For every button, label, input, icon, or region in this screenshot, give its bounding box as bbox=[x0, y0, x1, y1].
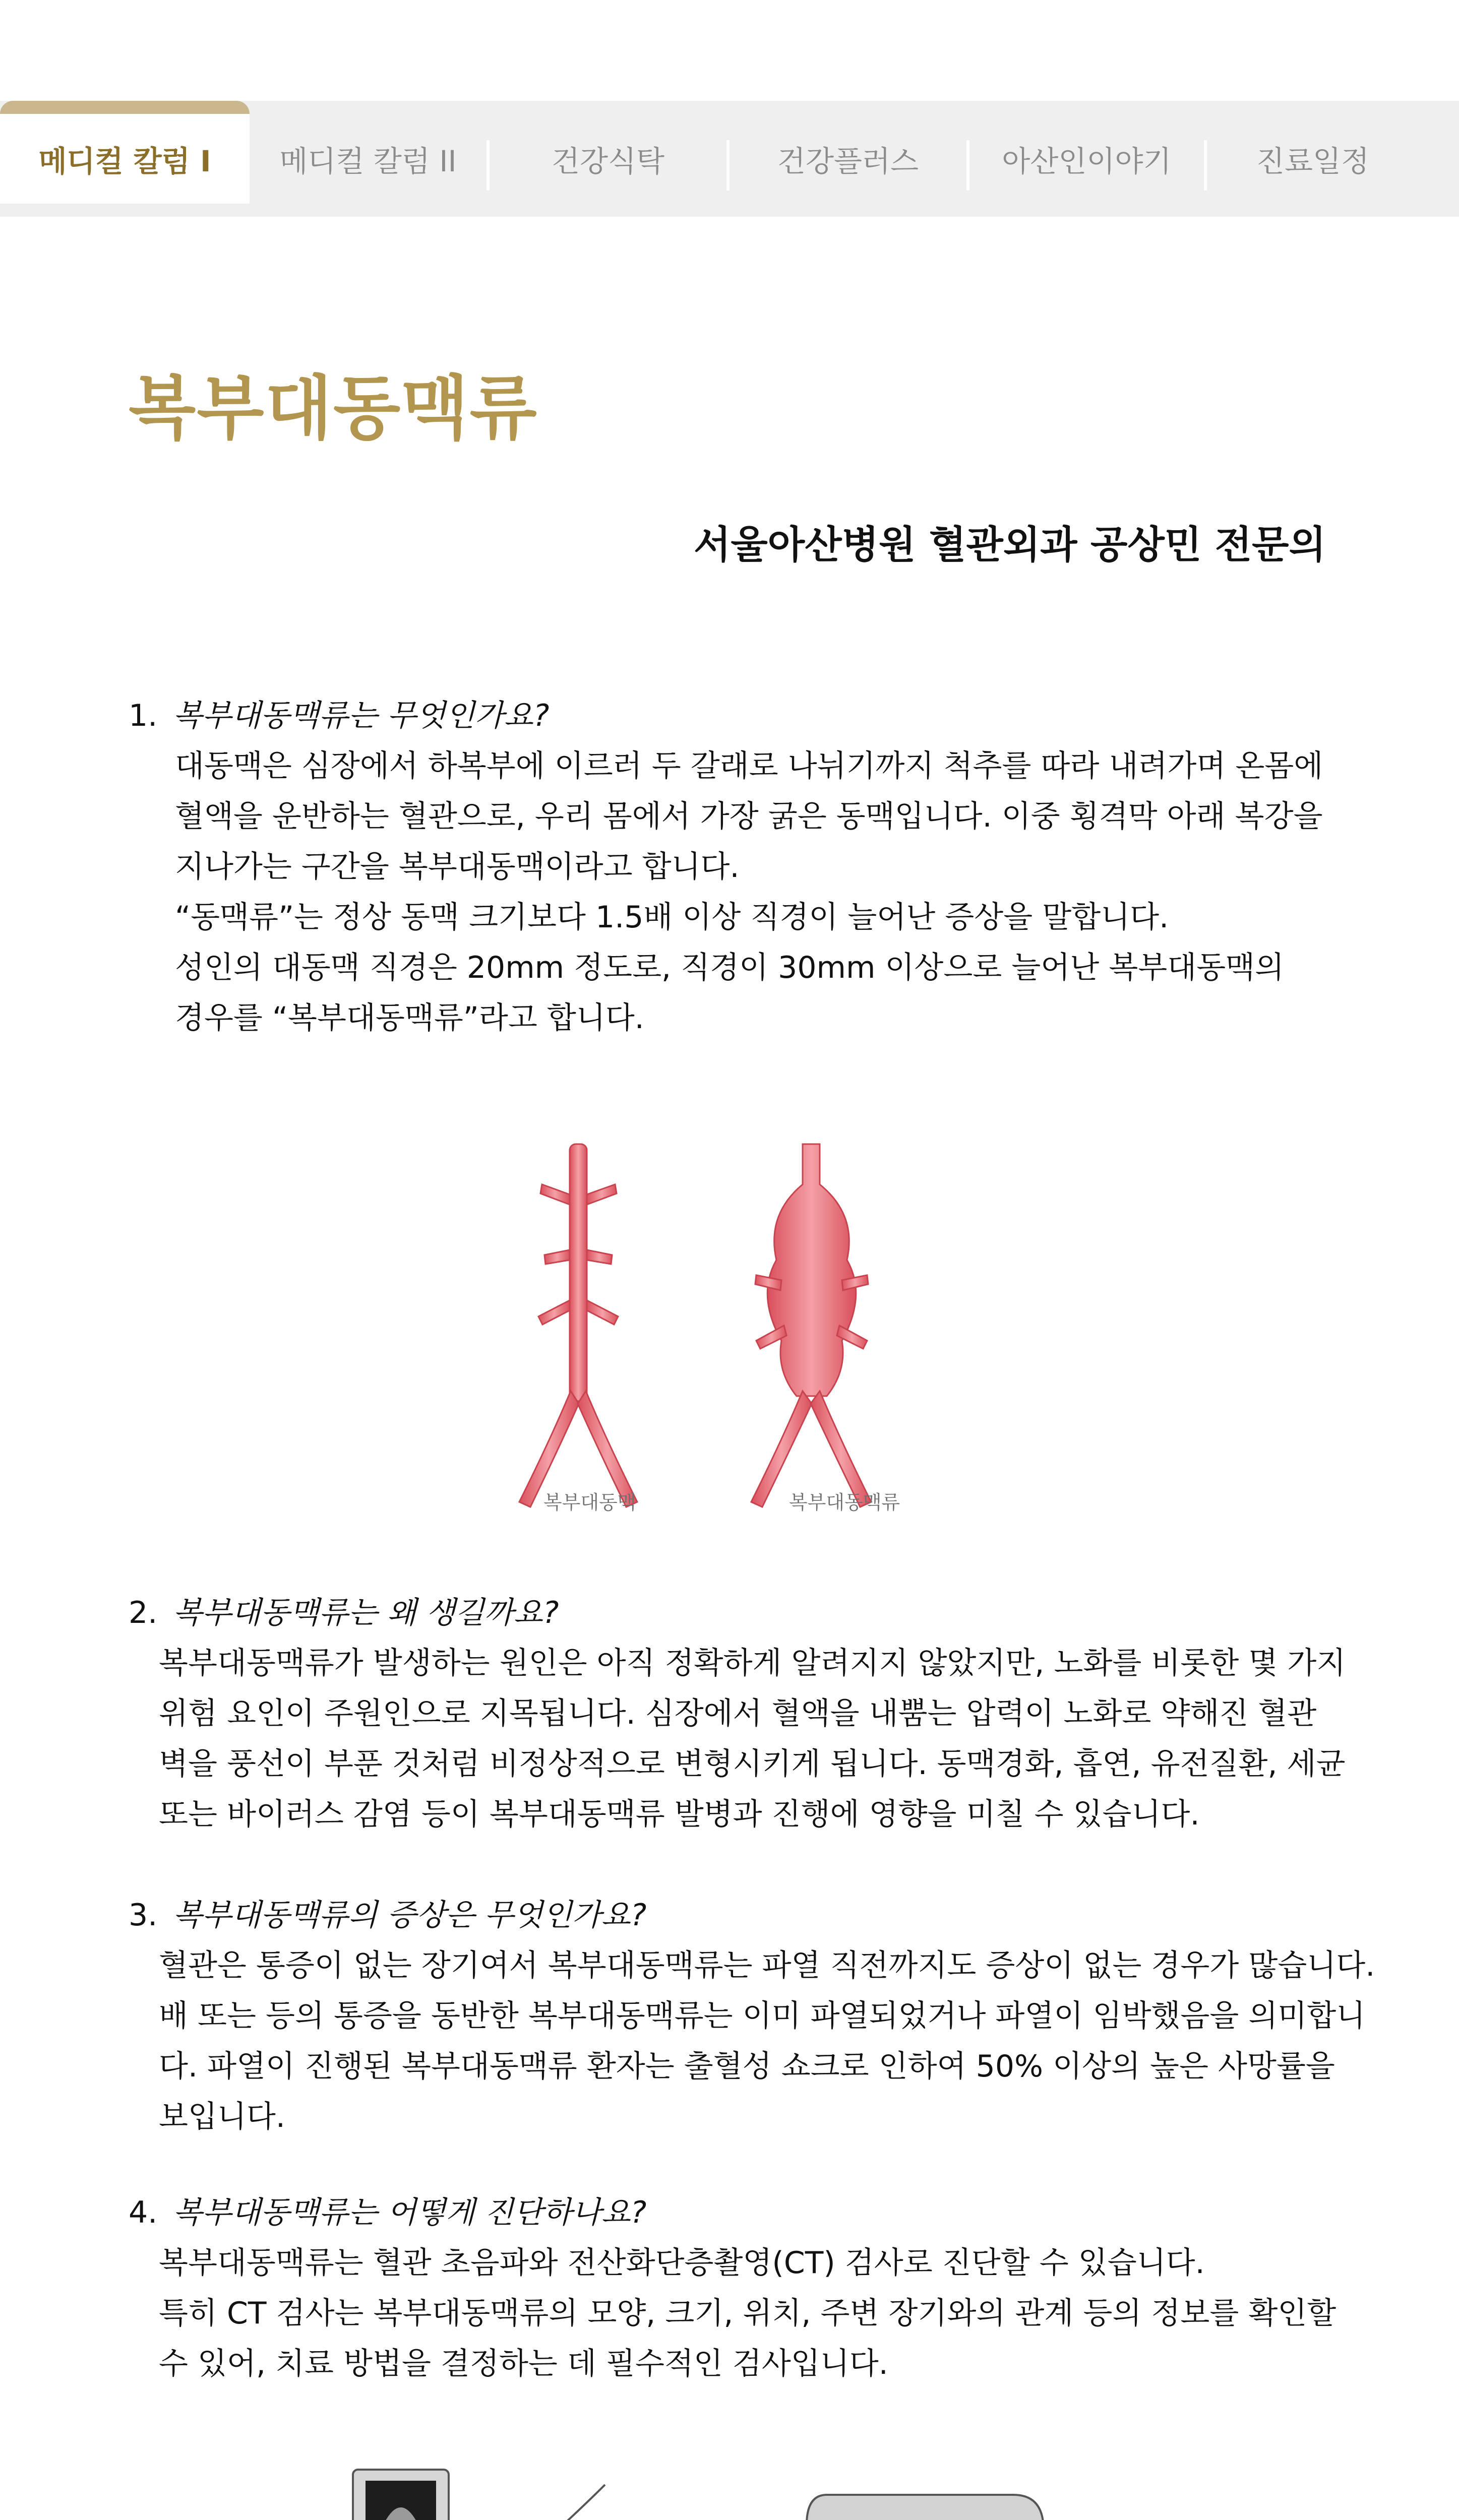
aneurysm-caption: 복부대동맥류 bbox=[789, 1491, 900, 1514]
section-what-is bbox=[129, 690, 1349, 1043]
diagnosis-figure bbox=[323, 2465, 1109, 2520]
paragraph-line: 또는 바이러스 감염 등이 복부대동맥류 발병과 진행에 영향을 미칠 수 있습니다. bbox=[159, 1797, 1200, 1832]
diagnosis-illustration bbox=[323, 2465, 1109, 2520]
question-number: 2. bbox=[129, 1595, 158, 1630]
question-number: 3. bbox=[129, 1898, 158, 1933]
question-number: 4. bbox=[129, 2195, 158, 2230]
author-line: 서울아산병원 혈관외과 공상민 전문의 bbox=[693, 522, 1326, 567]
page-title: 복부대동맥류 bbox=[129, 368, 538, 449]
tab-medical-column-1[interactable]: 메디컬 칼럼 I bbox=[0, 101, 250, 204]
question-heading bbox=[129, 2187, 1349, 2238]
question-text: 복부대동맥류의 증상은 무엇인가요? bbox=[173, 1898, 647, 1933]
paragraph-line: 수 있어, 치료 방법을 결정하는 데 필수적인 검사입니다. bbox=[159, 2346, 888, 2381]
paragraph-line: 보입니다. bbox=[159, 2099, 285, 2134]
question-heading bbox=[129, 1588, 1349, 1638]
section-diagnosis bbox=[129, 2187, 1349, 2389]
paragraph-line: 벽을 풍선이 부푼 것처럼 비정상적으로 변형시키게 됩니다. 동맥경화, 흡연, 유전질환, 세균 bbox=[159, 1746, 1346, 1782]
question-text: 복부대동맥류는 어떻게 진단하나요? bbox=[173, 2195, 647, 2230]
question-text: 복부대동맥류는 왜 생길까요? bbox=[173, 1595, 559, 1630]
paragraph-line: 복부대동맥류가 발생하는 원인은 아직 정확하게 알려지지 않았지만, 노화를 비롯한 몇 가지 bbox=[159, 1646, 1346, 1681]
tab-health-plus[interactable]: 건강플러스 bbox=[777, 144, 919, 178]
section-symptoms bbox=[129, 1890, 1375, 2142]
tab-medical-column-2[interactable]: 메디컬 칼럼 II bbox=[279, 144, 457, 178]
paragraph-line: 성인의 대동맥 직경은 20mm 정도로, 직경이 30mm 이상으로 늘어난 복부대동맥의 bbox=[175, 950, 1285, 985]
question-number: 1. bbox=[129, 698, 158, 733]
paragraph-line: 혈관은 통증이 없는 장기여서 복부대동맥류는 파열 직전까지도 증상이 없는 경우가 많습니다. bbox=[159, 1948, 1375, 1983]
paragraph-line: 다. 파열이 진행된 복부대동맥류 환자는 출혈성 쇼크로 인하여 50% 이상의 높은 사망률을 bbox=[159, 2049, 1335, 2084]
paragraph-line: 경우를 “복부대동맥류”라고 합니다. bbox=[175, 1000, 644, 1036]
normal-aorta-drawing bbox=[519, 1144, 637, 1507]
tab-healthy-table[interactable]: 건강식탁 bbox=[551, 144, 665, 178]
tab-bar bbox=[0, 101, 1459, 217]
ultrasound-drawing bbox=[323, 2470, 686, 2520]
section-causes bbox=[129, 1588, 1349, 1840]
question-text: 복부대동맥류는 무엇인가요? bbox=[173, 698, 550, 733]
normal-aorta-caption: 복부대동맥 bbox=[543, 1491, 636, 1514]
paragraph-line: 복부대동맥류는 혈관 초음파와 전산화단층촬영(CT) 검사로 진단할 수 있습니다. bbox=[159, 2245, 1205, 2281]
tab-asan-stories[interactable]: 아산인이야기 bbox=[1002, 144, 1172, 178]
paragraph-line: 특히 CT 검사는 복부대동맥류의 모양, 크기, 위치, 주변 장기와의 관계 등의 정보를 확인할 bbox=[159, 2296, 1336, 2331]
paragraph-line: “동맥류”는 정상 동맥 크기보다 1.5배 이상 직경이 늘어난 증상을 말합니다. bbox=[175, 900, 1169, 935]
ct-scanner-drawing bbox=[756, 2495, 1044, 2520]
tab-schedule[interactable]: 진료일정 bbox=[1256, 144, 1370, 178]
paragraph-line: 대동맥은 심장에서 하복부에 이르러 두 갈래로 나뉘기까지 척추를 따라 내려가며 온몸에 bbox=[175, 748, 1323, 784]
paragraph-line: 지나가는 구간을 복부대동맥이라고 합니다. bbox=[175, 849, 740, 885]
paragraph-line: 혈액을 운반하는 혈관으로, 우리 몸에서 가장 굵은 동맥입니다. 이중 횡격막 아래 복강을 bbox=[175, 799, 1323, 834]
aorta-figure bbox=[494, 1129, 948, 1532]
question-heading bbox=[129, 690, 1349, 741]
paragraph-line: 배 또는 등의 통증을 동반한 복부대동맥류는 이미 파열되었거나 파열이 임박했음을 의미합니 bbox=[159, 1998, 1366, 2034]
paragraph-line: 위험 요인이 주원인으로 지목됩니다. 심장에서 혈액을 내뿜는 압력이 노화로 약해진 혈관 bbox=[159, 1696, 1317, 1731]
aorta-illustration bbox=[494, 1129, 948, 1532]
aneurysm-aorta-drawing bbox=[751, 1144, 871, 1507]
question-heading bbox=[129, 1890, 1349, 1940]
